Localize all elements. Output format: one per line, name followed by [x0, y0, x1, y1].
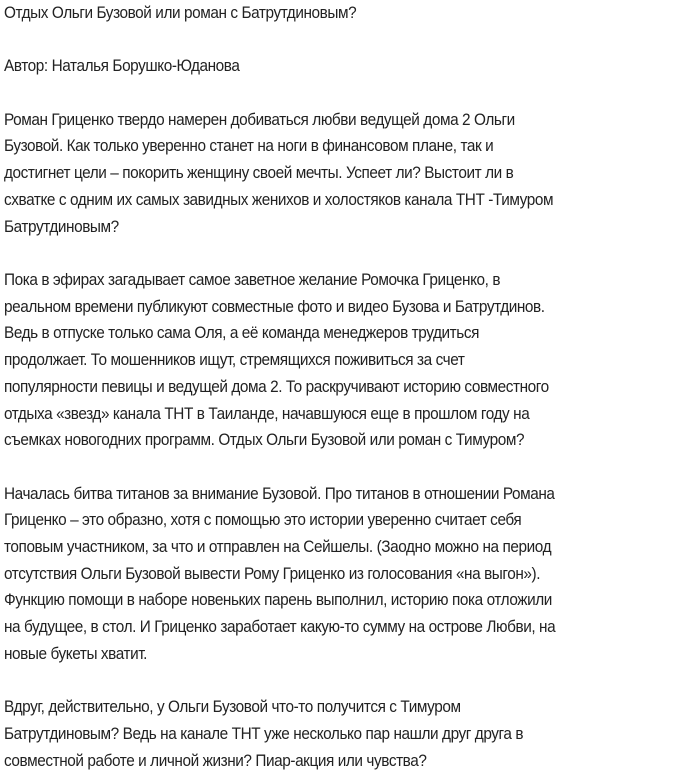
article-author: Автор: Наталья Борушко-Юданова: [4, 57, 240, 76]
paragraph-line: отсутствия Ольги Бузовой вывести Рому Гриценко из голосования «на выгон»).: [4, 564, 541, 583]
paragraph-3: [4, 481, 695, 668]
paragraph-line: популярности певицы и ведущей дома 2. То раскручивают историю совместного: [4, 377, 549, 396]
paragraph-line: Роман Гриценко твердо намерен добиваться любви ведущей дома 2 Ольги: [4, 110, 515, 129]
paragraph-line: Гриценко – это образно, хотя с помощью это истории уверенно считает себя: [4, 511, 522, 530]
paragraph-line: совместной работе и личной жизни? Пиар-акция или чувства?: [4, 751, 427, 770]
paragraph-line: Бузовой. Как только уверенно станет на ноги в финансовом плане, так и: [4, 137, 494, 156]
paragraph-line: Функцию помощи в наборе новеньких парень выполнил, историю пока отложили: [4, 591, 552, 610]
paragraph-line: достигнет цели – покорить женщину своей мечты. Успеет ли? Выстоит ли в: [4, 164, 514, 183]
paragraph-1: [4, 107, 695, 241]
paragraph-line: съемках новогодних программ. Отдых Ольги Бузовой или роман с Тимуром?: [4, 431, 525, 450]
article-author-block: [4, 53, 695, 80]
paragraph-line: Вдруг, действительно, у Ольги Бузовой что-то получится с Тимуром: [4, 698, 461, 717]
paragraph-line: на будущее, в стол. И Гриценко заработает какую-то сумму на острове Любви, на: [4, 618, 556, 637]
paragraph-line: Батрутдиновым?: [4, 217, 119, 236]
article-title: Отдых Ольги Бузовой или роман с Батрутдиновым?: [4, 4, 357, 22]
paragraph-line: Пока в эфирах загадывает самое заветное желание Ромочка Гриценко, в: [4, 270, 501, 289]
paragraph-line: Батрутдиновым? Ведь на канале ТНТ уже несколько пар нашли друг друга в: [4, 724, 524, 743]
paragraph-line: новые букеты хватит.: [4, 644, 148, 663]
paragraph-line: продолжает. То мошенников ищут, стремящихся поживиться за счет: [4, 351, 465, 370]
article-title-block: [4, 0, 695, 27]
paragraph-line: Началась битва титанов за внимание Бузовой. Про титанов в отношении Романа: [4, 484, 555, 503]
paragraph-4: [4, 694, 695, 774]
paragraph-2: [4, 267, 695, 454]
paragraph-line: схватке с одним их самых завидных женихов и холостяков канала ТНТ -Тимуром: [4, 190, 554, 209]
paragraph-line: топовым участником, за что и отправлен на Сейшелы. (Заодно можно на период: [4, 538, 552, 556]
paragraph-line: отдыха «звезд» канала ТНТ в Таиланде, начавшуюся еще в прошлом году на: [4, 404, 530, 423]
paragraph-line: реальном времени публикуют совместные фото и видео Бузова и Батрутдинов.: [4, 297, 545, 316]
paragraph-line: Ведь в отпуске только сама Оля, а её команда менеджеров трудиться: [4, 324, 479, 343]
